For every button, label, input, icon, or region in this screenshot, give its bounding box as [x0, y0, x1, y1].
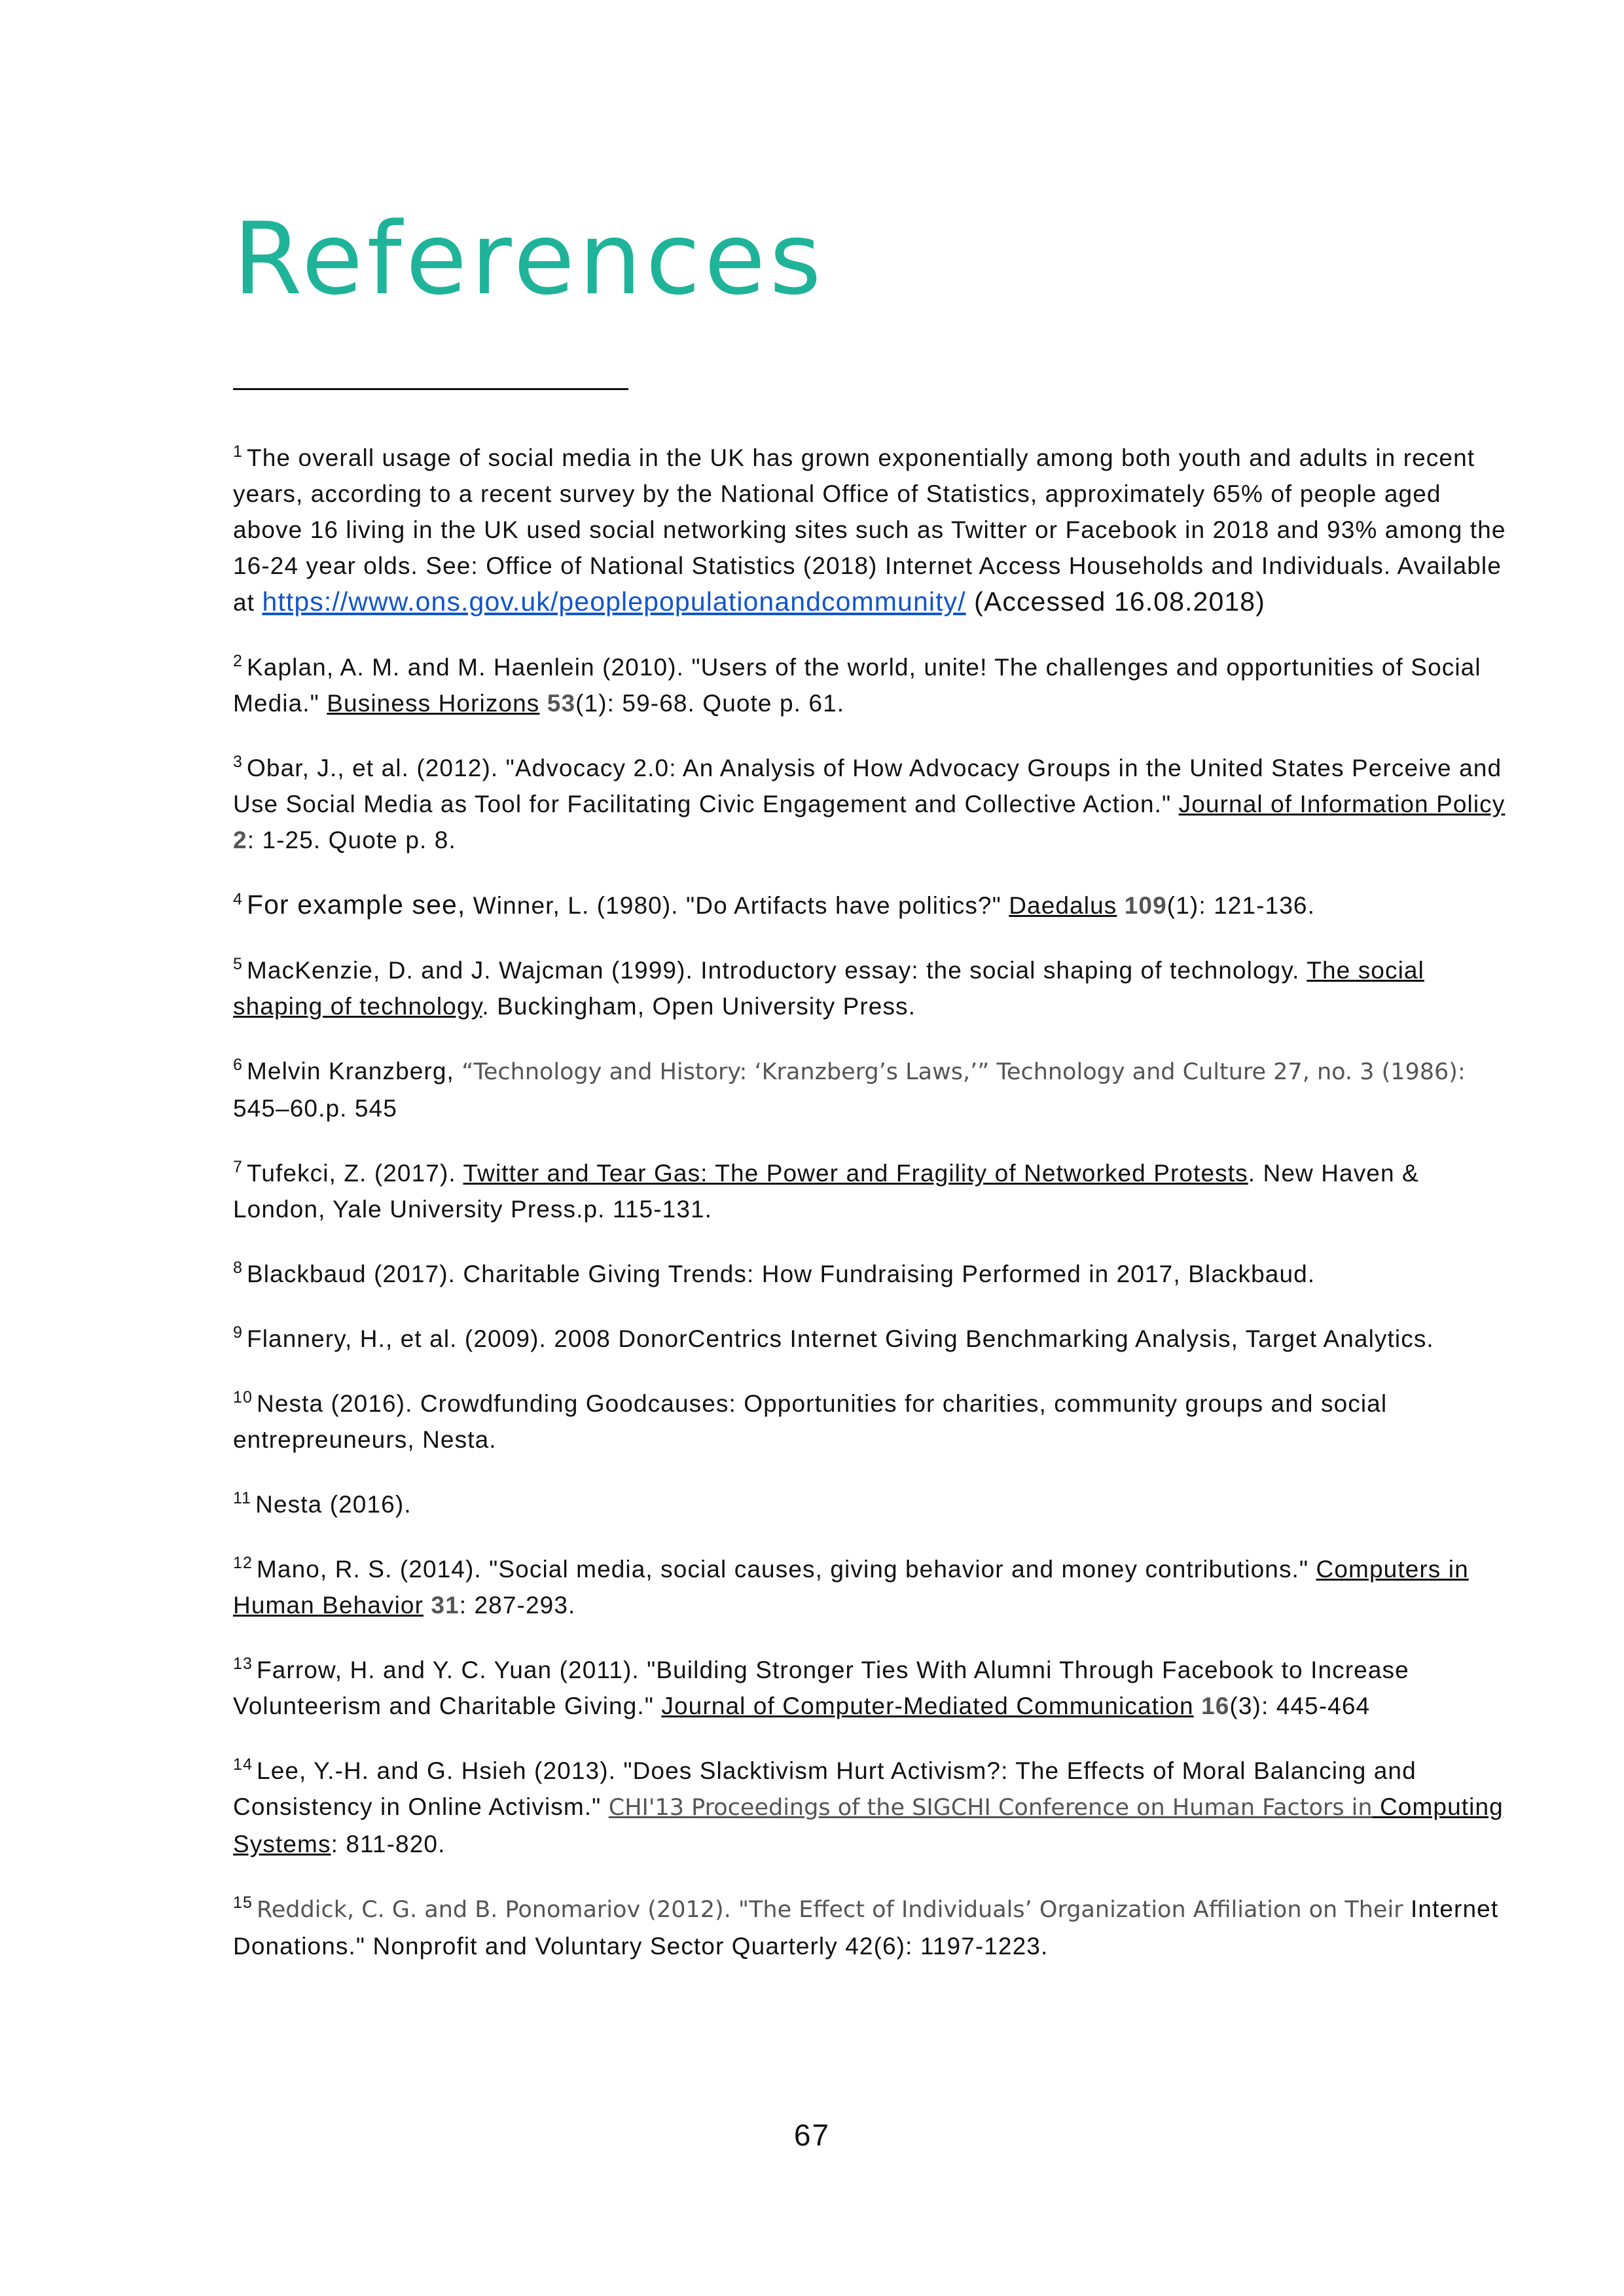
- reference-8: [233, 1256, 1509, 1292]
- references-list: [233, 440, 1509, 1993]
- reference-text: . New Haven & London, Yale University Press.p. 115-131.: [233, 1160, 1419, 1223]
- reference-number: 3: [233, 753, 244, 771]
- page-title: References: [233, 201, 825, 317]
- reference-14: [233, 1753, 1509, 1862]
- reference-1: [233, 440, 1509, 620]
- reference-9: [233, 1321, 1509, 1357]
- reference-6: [233, 1053, 1509, 1126]
- reference-source-title: Twitter and Tear Gas: The Power and Fragility of Networked Protests: [463, 1160, 1248, 1187]
- reference-text: Internet Donations." Nonprofit and Voluntary Sector Quarterly 42(6): 1197-1223.: [233, 1895, 1499, 1960]
- reference-text: 545–60.p. 545: [233, 1095, 397, 1122]
- reference-text: Kaplan, A. M. and M. Haenlein (2010). "Users of the world, unite! The challenges and opportunities of Social Media.": [233, 654, 1481, 717]
- reference-text: Nesta (2016). Crowdfunding Goodcauses: Opportunities for charities, community groups and social entrepreuneurs, Nesta.: [233, 1390, 1388, 1453]
- reference-text-grey: Reddick, C. G. and B. Ponomariov (2012). "The Effect of Individuals’ Organization Affiliation on Their: [257, 1897, 1403, 1923]
- reference-number: 7: [233, 1158, 244, 1176]
- reference-text-grey: “Technology and History: ‘Kranzberg’s Laws,’” Technology and Culture 27, no. 3 (1986):: [461, 1059, 1466, 1085]
- reference-text: MacKenzie, D. and J. Wajcman (1999). Introductory essay: the social shaping of technology.: [247, 957, 1307, 984]
- reference-lead: For example see,: [247, 889, 466, 920]
- reference-number: 5: [233, 955, 244, 973]
- title-rule: [233, 388, 628, 390]
- reference-10: [233, 1386, 1509, 1458]
- reference-text: The overall usage of social media in the UK has grown exponentially among both youth and adults in recent years, according to a recent survey by the National Office of Statistics, approximately 65% of people aged above 16 living in the UK used social networking sites such as Twitter or Facebook in 2018 and 93% among the 16-24 year olds. See: Office of National Statistics (2018) Internet Access Households and Individuals. Available at: [233, 444, 1506, 616]
- reference-text: Nesta (2016).: [255, 1491, 412, 1518]
- reference-text: Melvin Kranzberg,: [247, 1058, 462, 1085]
- reference-text: : 811-820.: [331, 1831, 446, 1857]
- reference-text: . Buckingham, Open University Press.: [482, 993, 916, 1020]
- reference-link[interactable]: https://www.ons.gov.uk/peoplepopulationandcommunity/: [262, 586, 966, 617]
- reference-text: Lee, Y.-H. and G. Hsieh (2013). "Does Slacktivism Hurt Activism?: The Effects of Moral Balancing and Consistency in Online Activism.": [233, 1757, 1416, 1820]
- reference-number: 4: [233, 890, 244, 908]
- reference-4: [233, 887, 1509, 924]
- reference-source-title: Computing Systems: [233, 1793, 1504, 1857]
- reference-volume: 2: [233, 827, 247, 853]
- reference-3: [233, 750, 1509, 858]
- reference-volume: 16: [1201, 1693, 1230, 1719]
- reference-source-title: Journal of Computer-Mediated Communication: [661, 1693, 1194, 1719]
- reference-source-title: Computers in Human Behavior: [233, 1556, 1469, 1619]
- reference-11: [233, 1486, 1509, 1522]
- reference-volume: 31: [431, 1592, 460, 1619]
- reference-text: (3): 445-464: [1229, 1693, 1371, 1719]
- reference-text: Obar, J., et al. (2012). "Advocacy 2.0: An Analysis of How Advocacy Groups in the United States Perceive and Use Social Media as Tool for Facilitating Civic Engagement and Collective Action.": [233, 755, 1502, 817]
- reference-text: Farrow, H. and Y. C. Yuan (2011). "Building Stronger Ties With Alumni Through Facebook to Increase Volunteerism and Charitable Giving.": [233, 1657, 1409, 1719]
- reference-text: (1): 59-68. Quote p. 61.: [575, 690, 845, 717]
- reference-volume: 109: [1124, 892, 1167, 919]
- reference-number: 2: [233, 652, 244, 670]
- reference-text: Blackbaud (2017). Charitable Giving Trends: How Fundraising Performed in 2017, Blackbaud.: [247, 1261, 1316, 1287]
- reference-number: 10: [233, 1388, 253, 1407]
- reference-7: [233, 1155, 1509, 1227]
- reference-12: [233, 1551, 1509, 1623]
- page-number: 67: [793, 2118, 831, 2152]
- reference-5: [233, 952, 1509, 1024]
- reference-text: Tufekci, Z. (2017).: [247, 1160, 463, 1187]
- reference-number: 11: [233, 1489, 252, 1507]
- reference-text: : 1-25. Quote p. 8.: [247, 827, 456, 853]
- reference-number: 8: [233, 1259, 244, 1277]
- reference-text: (1): 121-136.: [1166, 892, 1315, 919]
- reference-text: (Accessed 16.08.2018): [965, 586, 1265, 617]
- reference-source-title: The social shaping of technology: [233, 957, 1424, 1020]
- reference-number: 15: [233, 1893, 253, 1912]
- reference-number: 6: [233, 1056, 244, 1074]
- reference-source-title: Journal of Information Policy: [1178, 791, 1506, 817]
- reference-source-title: Business Horizons: [327, 690, 540, 717]
- reference-text: Mano, R. S. (2014). "Social media, social causes, giving behavior and money contributions.": [257, 1556, 1316, 1583]
- reference-source-title: CHI'13 Proceedings of the SIGCHI Conference on Human Factors in: [608, 1795, 1373, 1821]
- reference-number: 1: [233, 442, 244, 461]
- reference-volume: 53: [547, 690, 576, 717]
- reference-number: 12: [233, 1554, 253, 1572]
- reference-number: 9: [233, 1323, 244, 1342]
- reference-13: [233, 1652, 1509, 1724]
- reference-text: : 287-293.: [459, 1592, 576, 1619]
- reference-number: 13: [233, 1655, 253, 1673]
- reference-source-title: Daedalus: [1009, 892, 1117, 919]
- reference-text: Flannery, H., et al. (2009). 2008 DonorCentrics Internet Giving Benchmarking Analysis, Target Analytics.: [247, 1325, 1434, 1352]
- reference-text: Winner, L. (1980). "Do Artifacts have politics?": [465, 892, 1009, 919]
- reference-15: [233, 1891, 1509, 1964]
- reference-number: 14: [233, 1755, 253, 1774]
- reference-2: [233, 649, 1509, 721]
